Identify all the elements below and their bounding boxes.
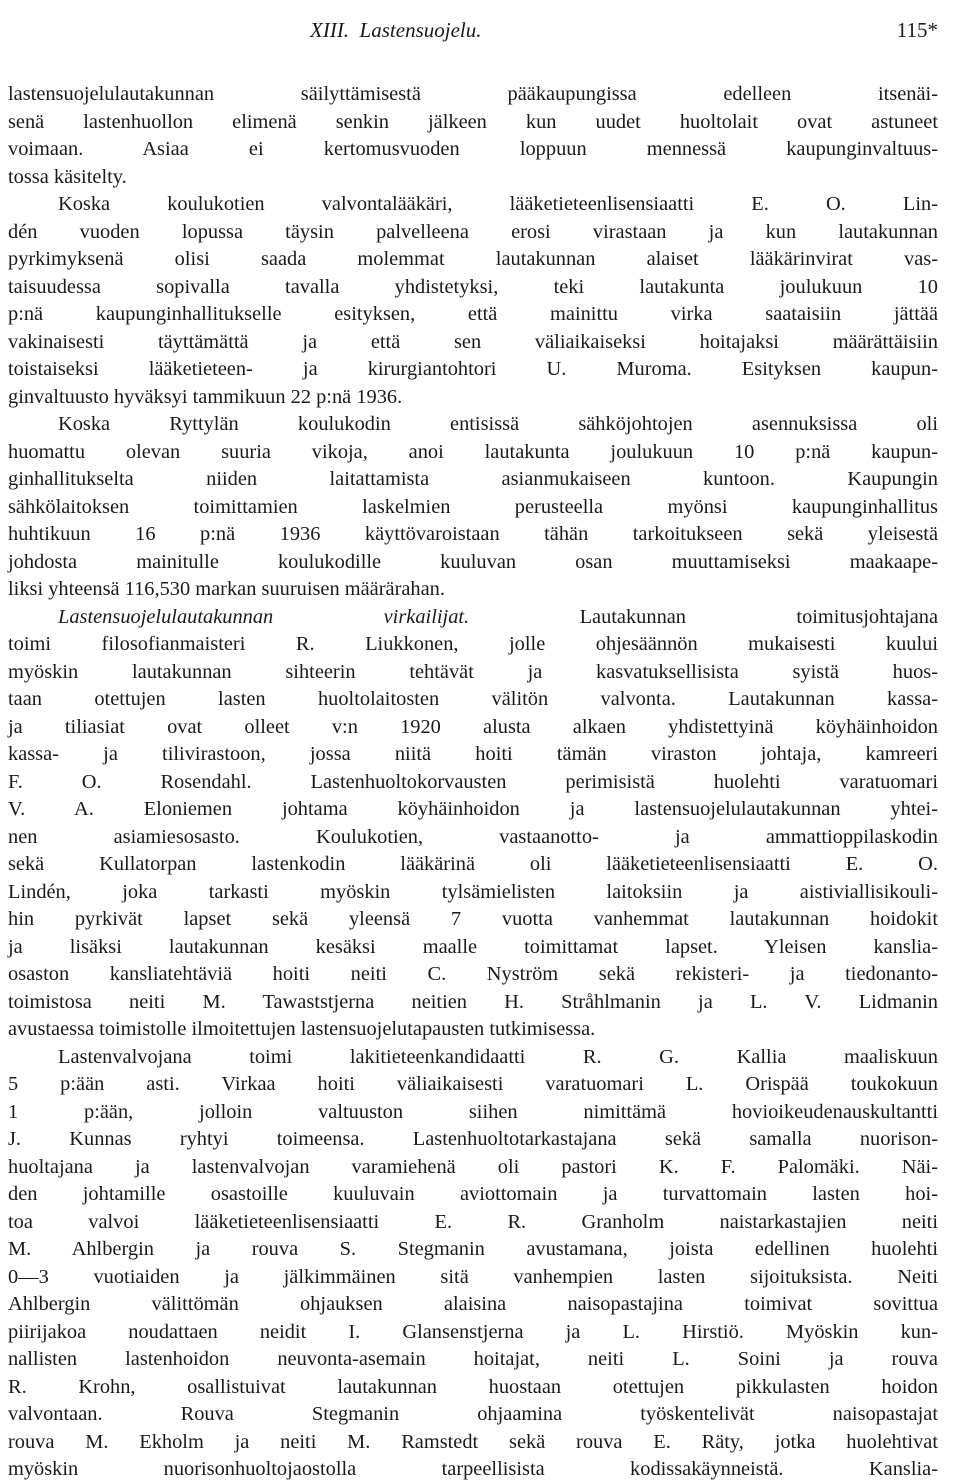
text-line: toa valvoi lääketieteenlisensiaatti E. R. Granholm naistarkastajien neiti bbox=[8, 1210, 938, 1233]
text-line: dén vuoden lopussa täysin palvelleena erosi virastaan ja kun lautakunnan bbox=[8, 220, 938, 243]
text-line: voimaan. Asiaa ei kertomusvuoden loppuun mennessä kaupunginvaltuus- bbox=[8, 138, 938, 160]
text-line: senä lastenhuollon elimenä senkin jälkeen kun uudet huoltolait ovat astuneet bbox=[8, 110, 938, 133]
text-line: vakinaisesti täyttämättä ja että sen väliaikaiseksi hoitajaksi määrättäisiin bbox=[8, 330, 938, 353]
text-line: tossa käsitelty. bbox=[8, 165, 127, 188]
text-line: ja tiliasiat ovat olleet v:n 1920 alusta alkaen yhdistettyinä köyhäinhoidon bbox=[8, 715, 938, 738]
text-line: toistaiseksi lääketieteen- ja kirurgiantohtori U. Muroma. Esityksen kaupun- bbox=[8, 358, 938, 380]
text-line: huhtikuun 16 p:nä 1936 käyttövaroistaan tähän tarkoitukseen sekä yleisestä bbox=[8, 523, 938, 545]
body-text bbox=[8, 81, 938, 1484]
text-line: piirijakoa noudattaen neidit I. Glansenstjerna ja L. Hirstiö. Myöskin kun- bbox=[8, 1320, 938, 1343]
text-line: 0—3 vuotiaiden ja jälkimmäinen sitä vanhempien lasten sijoituksista. Neiti bbox=[8, 1265, 938, 1288]
text-line: p:nä kaupunginhallitukselle esityksen, että mainittu virka saataisiin jättää bbox=[8, 303, 938, 325]
text-line: toimi filosofianmaisteri R. Liukkonen, jolle ohjesäännön mukaisesti kuului bbox=[8, 633, 938, 655]
text-line: sähkölaitoksen toimittamien laskelmien perusteella myönsi kaupunginhallitus bbox=[8, 495, 938, 518]
text-line: lastensuojelulautakunnan säilyttämisestä pääkaupungissa edelleen itsenäi- bbox=[8, 83, 938, 105]
text-line: taisuudessa sopivalla tavalla yhdistetyksi, teki lautakunta joulukuun 10 bbox=[8, 275, 938, 298]
page-number: 115* bbox=[896, 18, 938, 42]
text-line: toimistosa neiti M. Tawaststjerna neitien H. Stråhlmanin ja L. V. Lidmanin bbox=[8, 990, 938, 1013]
text-line: pyrkimyksenä olisi saada molemmat lautakunnan alaiset lääkärinvirat vas- bbox=[8, 248, 938, 270]
text-line: liksi yhteensä 116,530 markan suuruisen määrärahan. bbox=[8, 578, 445, 600]
text-line: nen asiamiesosasto. Koulukotien, vastaanotto- ja ammattioppilaskodin bbox=[8, 825, 938, 848]
text-line: kassa- ja tilivirastoon, jossa niitä hoiti tämän viraston johtaja, kamreeri bbox=[8, 743, 938, 765]
text-line: den johtamille osastoille kuuluvain aviottomain ja turvattomain lasten hoi- bbox=[8, 1183, 938, 1205]
chapter-title: XIII. Lastensuojelu. bbox=[310, 18, 482, 42]
section-heading: Lastensuojelulautakunnan virkailijat. bbox=[58, 605, 470, 628]
text-line: J. Kunnas ryhtyi toimeensa. Lastenhuoltotarkastajana sekä samalla nuorison- bbox=[8, 1128, 938, 1150]
text-line: hin pyrkivät lapset sekä yleensä 7 vuotta vanhemmat lautakunnan hoidokit bbox=[8, 908, 938, 930]
text-line: avustaessa toimistolle ilmoitettujen lastensuojelutapausten tutkimisessa. bbox=[8, 1018, 596, 1040]
text-line: V. A. Eloniemen johtama köyhäinhoidon ja lastensuojelulautakunnan yhtei- bbox=[8, 798, 938, 820]
text-line: huoltajana ja lastenvalvojan varamiehenä oli pastori K. F. Palomäki. Näi- bbox=[8, 1155, 938, 1178]
text-line: ja lisäksi lautakunnan kesäksi maalle toimittamat lapset. Yleisen kanslia- bbox=[8, 935, 938, 958]
section-heading-line bbox=[8, 604, 938, 632]
text-line: huomattu olevan suuria vikoja, anoi lautakunta joulukuun 10 p:nä kaupun- bbox=[8, 440, 938, 463]
text-line: nallisten lastenhoidon neuvonta-asemain hoitajat, neiti L. Soini ja rouva bbox=[8, 1348, 938, 1370]
text-line: ginhallitukselta niiden laitattamista asianmukaiseen kuntoon. Kaupungin bbox=[8, 468, 938, 490]
text-line: myöskin nuorisonhuoltojaostolla tarpeellisista kodissakäynneistä. Kanslia- bbox=[8, 1458, 938, 1480]
section-lead: Lautakunnan toimitusjohtajana bbox=[579, 605, 938, 628]
text-line: ginvaltuusto hyväksyi tammikuun 22 p:nä 1936. bbox=[8, 385, 403, 408]
page-header bbox=[0, 18, 960, 48]
text-line: 5 p:ään asti. Virkaa hoiti väliaikaisesti varatuomari L. Orispää toukokuun bbox=[8, 1073, 938, 1095]
text-line: Koska koulukotien valvontalääkäri, lääketieteenlisensiaatti E. O. Lin- bbox=[58, 193, 938, 215]
text-line: 1 p:ään, jolloin valtuuston siihen nimittämä hovioikeudenauskultantti bbox=[8, 1100, 938, 1123]
text-line: johdosta mainitulle koulukodille kuuluvan osan muuttamiseksi maakaape- bbox=[8, 550, 938, 573]
text-line: Lastenvalvojana toimi lakitieteenkandidaatti R. G. Kallia maaliskuun bbox=[58, 1045, 938, 1068]
text-line: osaston kansliatehtäviä hoiti neiti C. Nyström sekä rekisteri- ja tiedonanto- bbox=[8, 963, 938, 985]
text-line: M. Ahlbergin ja rouva S. Stegmanin avustamana, joista edellinen huolehti bbox=[8, 1238, 938, 1260]
text-line: Koska Ryttylän koulukodin entisissä sähköjohtojen asennuksissa oli bbox=[58, 413, 938, 435]
text-line: sekä Kullatorpan lastenkodin lääkärinä oli lääketieteenlisensiaatti E. O. bbox=[8, 853, 938, 875]
text-line: Lindén, joka tarkasti myöskin tylsämielisten laitoksiin ja aistiviallisikouli- bbox=[8, 880, 938, 903]
text-line: taan otettujen lasten huoltolaitosten välitön valvonta. Lautakunnan kassa- bbox=[8, 688, 938, 710]
text-line: myöskin lautakunnan sihteerin tehtävät ja kasvatuksellisista syistä huos- bbox=[8, 660, 938, 683]
text-line: valvontaan. Rouva Stegmanin ohjaamina työskentelivät naisopastajat bbox=[8, 1403, 938, 1425]
text-line: Ahlbergin välittömän ohjauksen alaisina naisopastajina toimivat sovittua bbox=[8, 1293, 938, 1315]
text-line: F. O. Rosendahl. Lastenhuoltokorvausten perimisistä huolehti varatuomari bbox=[8, 770, 938, 793]
text-line: rouva M. Ekholm ja neiti M. Ramstedt sekä rouva E. Räty, jotka huolehtivat bbox=[8, 1430, 938, 1453]
text-line: R. Krohn, osallistuivat lautakunnan huostaan otettujen pikkulasten hoidon bbox=[8, 1375, 938, 1398]
